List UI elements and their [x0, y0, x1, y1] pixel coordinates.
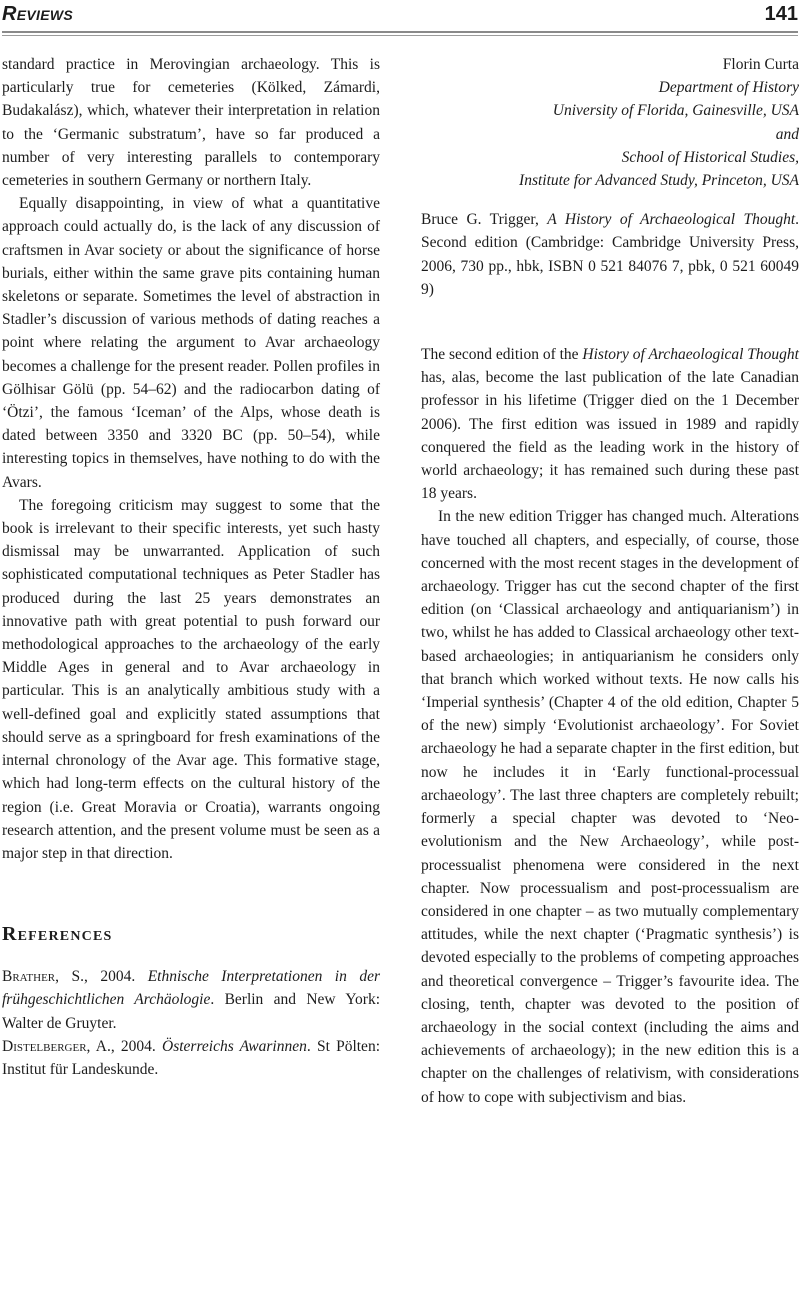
- header-rule: [2, 31, 798, 36]
- left-column: [2, 53, 380, 1109]
- author-name: Florin Curta: [722, 56, 799, 73]
- page-number: 141: [764, 3, 798, 25]
- page-header: [2, 0, 798, 26]
- right-column: [421, 53, 799, 1109]
- book-citation: Bruce G. Trigger, A History of Archaeological Thought. Second edition (Cambridge: Cambridge University Press, 2006, 730 pp., hbk, ISBN 0 521 84076 7, pbk, 0 521 60049 9): [421, 211, 799, 298]
- body-paragraph: The foregoing criticism may suggest to some that the book is irrelevant to their specific interests, yet such hasty dismissal may be unwarranted. Application of such sophisticated computational techniques as Peter Stadler has produced during the last 25 years demonstrates an innovative path with great potential to push forward our methodological approaches to the archaeology of the early Middle Ages in general and to Avar archaeology in particular. This is an analytically ambitious study with a well-defined goal and explicitly stated assumptions that should serve as a springboard for fresh examinations of the internal chronology of the Avar age. This formative stage, which had long-term effects on the cultural history of the region (i.e. Great Moravia or Croatia), warrants ongoing research attention, and the present volume must be seen as a major step in that direction.: [2, 496, 380, 862]
- affiliation-line: Institute for Advanced Study, Princeton, USA: [519, 172, 799, 190]
- affiliation-line: University of Florida, Gainesville, USA: [552, 102, 799, 120]
- body-paragraph: standard practice in Merovingian archaeology. This is particularly true for cemeteries (Kölked, Zámardi, Budakalász), which, whatever their interpretation in relation to the ‘Germanic substratum’, have so far produced a number of very interesting parallels to contemporary cemeteries in southern Germany or northern Italy.: [2, 56, 380, 190]
- affiliation-line: Department of History: [658, 79, 799, 97]
- running-head: Reviews: [2, 3, 73, 25]
- affiliation-line: and: [775, 125, 799, 143]
- body-paragraph: Equally disappointing, in view of what a quantitative approach could actually do, is the lack of any discussion of craftsmen in Avar society or about the significance of horse burials, either within the same grave pits containing human skeletons or separate. Sometimes the level of abstraction in Stadler’s discussion of various methods of dating reaches a point where relating the argument to Avar archaeology becomes a challenge for the present reader. Pollen profiles in Gölhisar Gölü (pp. 54–62) and the radiocarbon dating of ‘Ötzi’, the famous ‘Iceman’ of the Alps, whose death is dated between 3350 and 3320 BC (pp. 50–54), while interesting topics in themselves, have nothing to do with the Avars.: [2, 195, 380, 491]
- content-columns: [2, 53, 798, 1109]
- author-block: [421, 53, 799, 192]
- review-paragraph: The second edition of the History of Archaeological Thought has, alas, become the last publication of the late Canadian professor in his lifetime (Trigger died on the 1 December 2006). The first edition was issued in 1989 and rapidly conquered the field as the leading work in the history of world archaeology; it has remained such during these past 18 years.: [421, 346, 799, 503]
- affiliation-line: School of Historical Studies,: [621, 148, 799, 166]
- reference-entry: Distelberger, A., 2004. Österreichs Awarinnen. St Pölten: Institut für Landeskunde.: [2, 1037, 380, 1078]
- review-paragraph: In the new edition Trigger has changed much. Alterations have touched all chapters, and especially, of course, those concerned with the most recent stages in the development of archaeology. Trigger has cut the second chapter of the first edition (on ‘Classical archaeology and antiquarianism’) in two, whilst he has added to Classical archaeology other text-based archaeologies; in antiquarianism he considers only that branch which worked without texts. He now calls his ‘Imperial synthesis’ (Chapter 4 of the old edition, Chapter 5 of the new) simply ‘Evolutionist archaeology’. For Soviet archaeology he had a separate chapter in the first edition, but now he includes it in ‘Early functional-processual archaeology’. The last three chapters are completely rebuilt; formerly a special chapter was devoted to ‘Neo-evolutionism and the New Archaeology’, while post-processualist phenomena were considered in the next chapter. Now processualism and post-processualism are considered in one chapter – as two mutually complementary attitudes, while the next chapter (‘Pragmatic synthesis’) is devoted especially to the problems of competing approaches and theoretical convergence – Trigger’s favourite idea. The closing, tenth, chapter was devoted to the position of archaeology in the social context (including the aims and achievements of archaeology); in the new edition this is a chapter on the challenges of relativism, with considerations of how to cope with subjectivism and bias.: [421, 508, 799, 1106]
- references-heading: References: [2, 923, 113, 946]
- reference-entry: Brather, S., 2004. Ethnische Interpretationen in der frühgeschichtlichen Archäologie. Berlin and New York: Walter de Gruyter.: [2, 968, 381, 1032]
